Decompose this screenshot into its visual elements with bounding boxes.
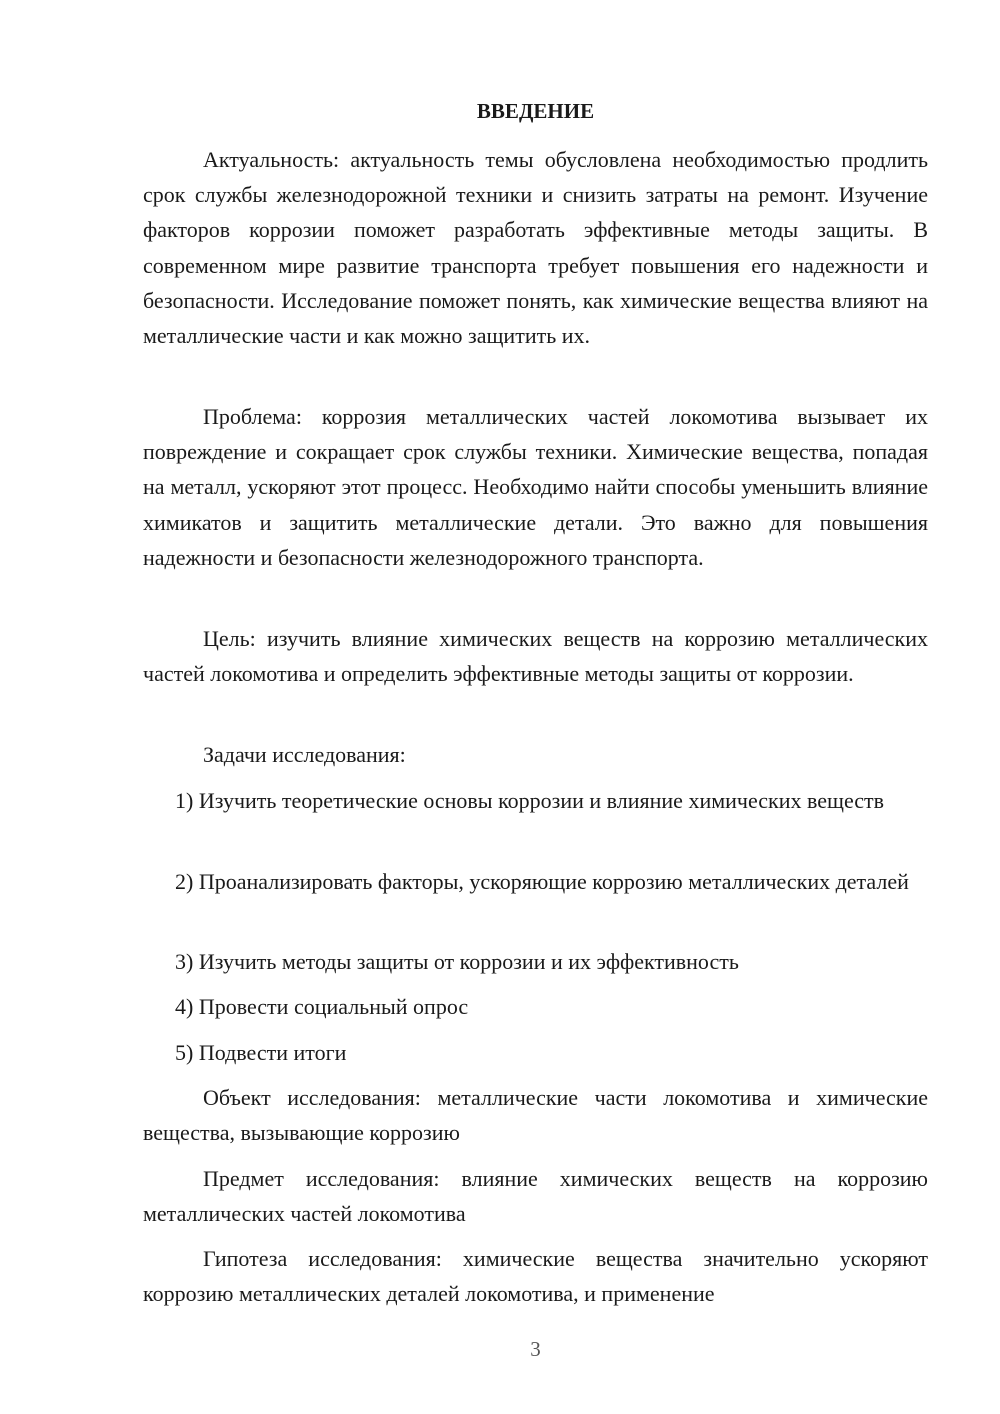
tasks-title: Задачи исследования: bbox=[203, 742, 406, 767]
document-page bbox=[143, 0, 928, 1414]
task-item-1: 1) Изучить теоретические основы коррозии и влияние химических веществ bbox=[175, 788, 885, 813]
task-item-2: 2) Проанализировать факторы, ускоряющие коррозию металлических деталей bbox=[175, 869, 909, 894]
problem-paragraph: Проблема: коррозия металлических частей локомотива вызывает их повреждение и сокращает срок службы техники. Химические вещества, попадая на металл, ускоряют этот процесс. Необходимо найти способы уменьшить влияние химикатов и защитить металлические детали. Это важно для повышения надежности и безопасности железнодорожного транспорта. bbox=[143, 404, 928, 570]
task-item-4: 4) Провести социальный опрос bbox=[175, 994, 469, 1019]
page-number: 3 bbox=[530, 1337, 541, 1361]
task-item-3: 3) Изучить методы защиты от коррозии и их эффективность bbox=[175, 949, 739, 974]
object-paragraph: Объект исследования: металлические части локомотива и химические вещества, вызывающие коррозию bbox=[143, 1085, 928, 1146]
section-heading: ВВЕДЕНИЕ bbox=[476, 99, 595, 123]
subject-paragraph: Предмет исследования: влияние химических веществ на коррозию металлических частей локомотива bbox=[143, 1166, 928, 1227]
hypothesis-paragraph: Гипотеза исследования: химические вещества значительно ускоряют коррозию металлических деталей локомотива, и применение bbox=[143, 1246, 928, 1307]
relevance-paragraph: Актуальность: актуальность темы обусловлена необходимостью продлить срок службы железнодорожной техники и снизить затраты на ремонт. Изучение факторов коррозии поможет разработать эффективные методы защиты. В современном мире развитие транспорта требует повышения его надежности и безопасности. Исследование поможет понять, как химические вещества влияют на металлические части и как можно защитить их. bbox=[143, 147, 928, 349]
task-item-5: 5) Подвести итоги bbox=[175, 1040, 347, 1065]
goal-paragraph: Цель: изучить влияние химических веществ на коррозию металлических частей локомотива и определить эффективные методы защиты от коррозии. bbox=[143, 626, 928, 687]
